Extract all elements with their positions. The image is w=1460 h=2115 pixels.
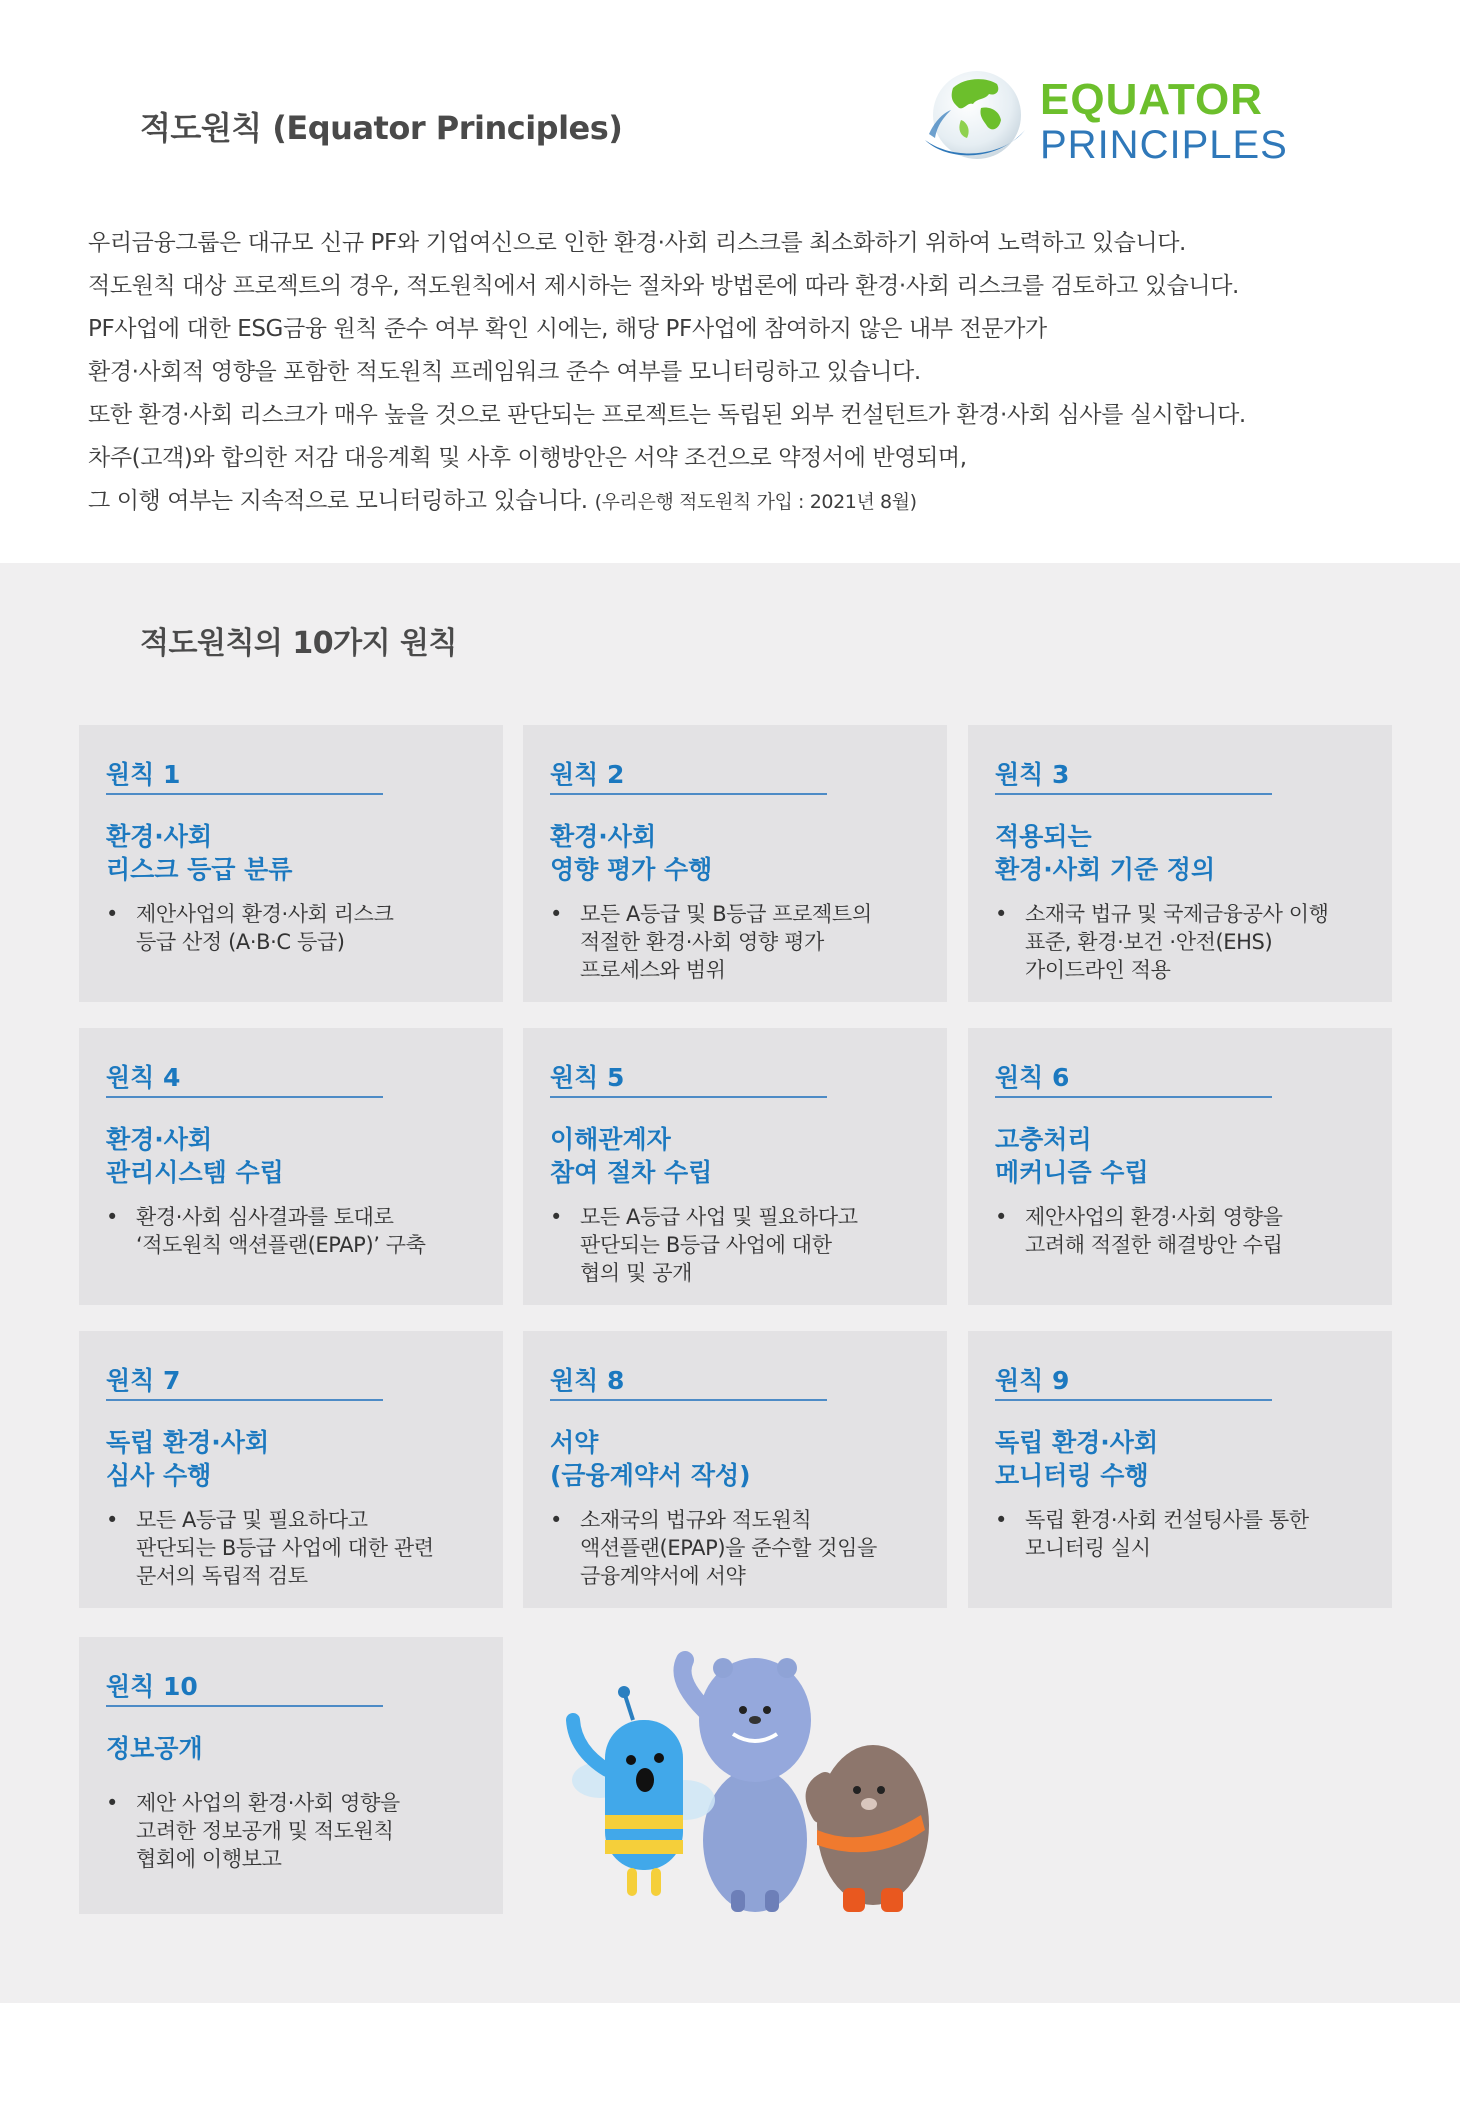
principle-number: 원칙 9 <box>995 1366 1070 1395</box>
principle-card-3 <box>968 725 1392 1002</box>
principle-description: • 제안 사업의 환경·사회 영향을 고려한 정보공개 및 적도원칙 협회에 이행보고 <box>106 1789 491 1873</box>
principle-description: • 소재국 법규 및 국제금융공사 이행 표준, 환경·보건 ·안전(EHS) 가이드라인 적용 <box>995 900 1380 984</box>
divider <box>550 1399 827 1401</box>
logo-line-principles: PRINCIPLES <box>1040 123 1288 167</box>
globe-icon <box>915 60 1033 175</box>
divider <box>550 1096 827 1098</box>
divider <box>995 793 1272 795</box>
principle-description: • 제안사업의 환경·사회 리스크 등급 산정 (A·B·C 등급) <box>106 900 491 956</box>
principle-card-4 <box>79 1028 503 1305</box>
divider <box>106 1399 383 1401</box>
principle-title: 독립 환경·사회 모니터링 수행 <box>995 1428 1159 1490</box>
principle-title: 정보공개 <box>106 1734 203 1763</box>
principle-description: • 독립 환경·사회 컨설팅사를 통한 모니터링 실시 <box>995 1506 1380 1562</box>
principle-title: 적용되는 환경·사회 기준 정의 <box>995 822 1216 884</box>
divider <box>106 793 383 795</box>
principle-card-9 <box>968 1331 1392 1608</box>
intro-paragraph <box>88 222 1388 524</box>
principle-description: • 소재국의 법규와 적도원칙 액션플랜(EPAP)을 준수할 것임을 금융계약서에 서약 <box>550 1506 935 1590</box>
principle-number: 원칙 3 <box>995 760 1070 789</box>
principle-title: 서약 (금융계약서 작성) <box>550 1428 751 1490</box>
principle-title: 환경·사회 영향 평가 수행 <box>550 822 713 884</box>
principle-number: 원칙 4 <box>106 1063 181 1092</box>
principle-description: • 모든 A등급 및 B등급 프로젝트의 적절한 환경·사회 영향 평가 프로세스와 범위 <box>550 900 935 984</box>
principle-number: 원칙 1 <box>106 760 181 789</box>
mascot-characters-illustration <box>555 1640 955 1920</box>
principle-number: 원칙 10 <box>106 1672 198 1701</box>
intro-line: 또한 환경·사회 리스크가 매우 높을 것으로 판단되는 프로젝트는 독립된 외부 컨설턴트가 환경·사회 심사를 실시합니다. <box>88 402 1246 428</box>
principle-title: 고충처리 메커니즘 수립 <box>995 1125 1149 1187</box>
principle-description: • 제안사업의 환경·사회 영향을 고려해 적절한 해결방안 수립 <box>995 1203 1380 1259</box>
principle-title: 독립 환경·사회 심사 수행 <box>106 1428 270 1490</box>
intro-line: 적도원칙 대상 프로젝트의 경우, 적도원칙에서 제시하는 절차와 방법론에 따라 환경·사회 리스크를 검토하고 있습니다. <box>88 273 1239 299</box>
principle-description: • 환경·사회 심사결과를 토대로 ‘적도원칙 액션플랜(EPAP)’ 구축 <box>106 1203 491 1259</box>
principle-number: 원칙 8 <box>550 1366 625 1395</box>
principle-card-7 <box>79 1331 503 1608</box>
intro-line-last <box>88 480 1388 524</box>
principle-card-6 <box>968 1028 1392 1305</box>
principle-card-10 <box>79 1637 503 1914</box>
principle-card-2 <box>523 725 947 1002</box>
page-title: 적도원칙 (Equator Principles) <box>140 109 623 147</box>
intro-line: PF사업에 대한 ESG금융 원칙 준수 여부 확인 시에는, 해당 PF사업에 참여하지 않은 내부 전문가가 <box>88 316 1047 342</box>
divider <box>995 1096 1272 1098</box>
divider <box>995 1399 1272 1401</box>
principle-number: 원칙 5 <box>550 1063 625 1092</box>
brown-character <box>814 1745 929 1912</box>
divider <box>550 793 827 795</box>
intro-line-text: 그 이행 여부는 지속적으로 모니터링하고 있습니다. <box>88 488 588 514</box>
logo-wordmark <box>1040 75 1288 167</box>
intro-line: 차주(고객)와 합의한 저감 대응계획 및 사후 이행방안은 서약 조건으로 약정서에 반영되며, <box>88 445 967 471</box>
page-footer-spacer <box>0 2003 1460 2115</box>
bee-character <box>572 1686 715 1896</box>
principle-title: 이해관계자 참여 절차 수립 <box>550 1125 713 1187</box>
principle-number: 원칙 6 <box>995 1063 1070 1092</box>
intro-line: 환경·사회적 영향을 포함한 적도원칙 프레임워크 준수 여부를 모니터링하고 있습니다. <box>88 359 921 385</box>
principle-description: • 모든 A등급 및 필요하다고 판단되는 B등급 사업에 대한 관련 문서의 독립적 검토 <box>106 1506 491 1590</box>
principle-card-8 <box>523 1331 947 1608</box>
equator-principles-logo <box>915 60 1288 175</box>
principle-number: 원칙 7 <box>106 1366 181 1395</box>
divider <box>106 1705 383 1707</box>
principle-title: 환경·사회 관리시스템 수립 <box>106 1125 284 1187</box>
membership-note: (우리은행 적도원칙 가입 : 2021년 8월) <box>594 491 917 513</box>
logo-line-equator: EQUATOR <box>1040 75 1263 124</box>
principle-description: • 모든 A등급 사업 및 필요하다고 판단되는 B등급 사업에 대한 협의 및 공개 <box>550 1203 935 1287</box>
intro-line: 우리금융그룹은 대규모 신규 PF와 기업여신으로 인한 환경·사회 리스크를 최소화하기 위하여 노력하고 있습니다. <box>88 230 1186 256</box>
divider <box>106 1096 383 1098</box>
principle-title: 환경·사회 리스크 등급 분류 <box>106 822 293 884</box>
principle-number: 원칙 2 <box>550 760 625 789</box>
principle-card-1 <box>79 725 503 1002</box>
principle-card-5 <box>523 1028 947 1305</box>
section-title: 적도원칙의 10가지 원칙 <box>140 626 457 661</box>
